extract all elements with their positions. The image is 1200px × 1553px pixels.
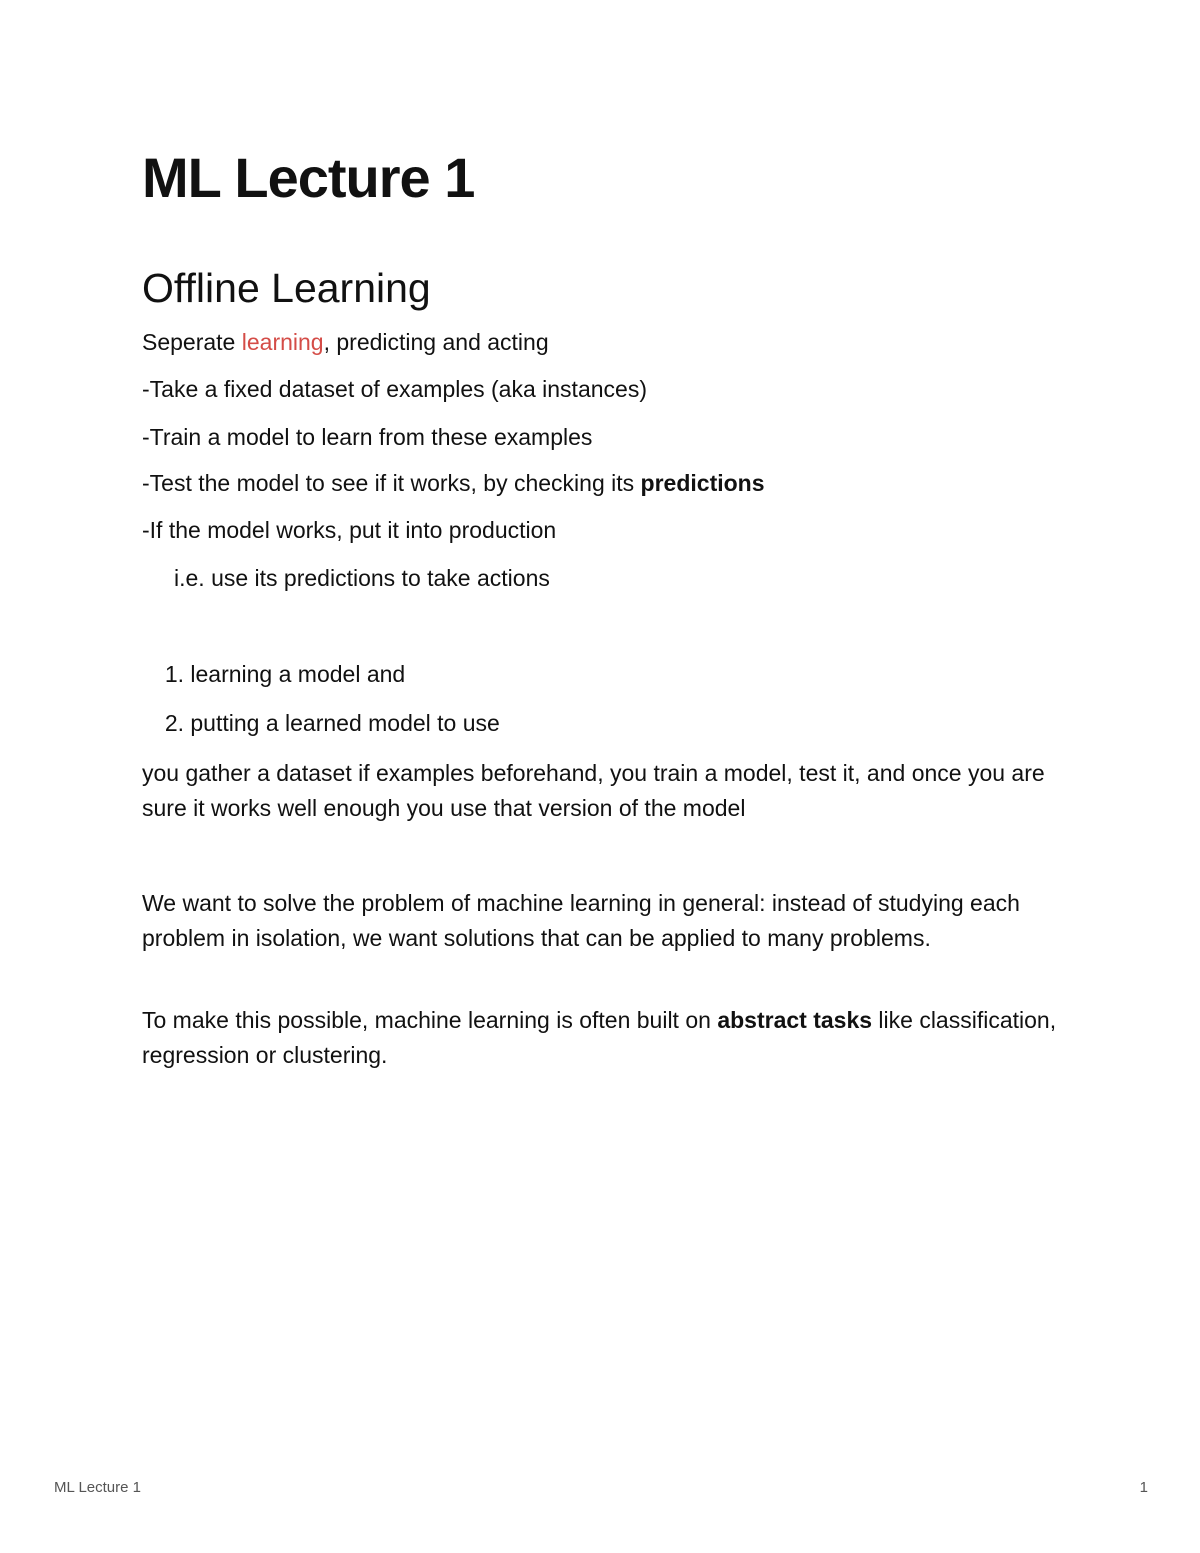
step-sub-line: i.e. use its predictions to take actions — [174, 565, 550, 591]
page-title: ML Lecture 1 — [142, 146, 475, 209]
list-number: 2. — [164, 710, 184, 736]
intro-line — [142, 327, 549, 357]
list-text: learning a model and — [190, 661, 406, 687]
para3-post: like classification, regression or clustering. — [142, 1007, 1057, 1068]
intro-post: , predicting and acting — [323, 329, 549, 355]
step3-text: -Test the model to see if it works, by checking its — [142, 470, 641, 496]
step-line: -Train a model to learn from these examples — [142, 424, 593, 450]
list-text: putting a learned model to use — [190, 710, 500, 736]
intro-pre: Seperate — [142, 329, 242, 355]
paragraph: you gather a dataset if examples beforehand, you train a model, test it, and once you are sure it works well enough you use that version of the model — [142, 760, 1045, 821]
step3-bold: predictions — [640, 470, 765, 496]
list-number: 1. — [164, 661, 184, 687]
para3-text: To make this possible, machine learning is often built on — [142, 1007, 718, 1033]
step-line — [142, 468, 765, 498]
numbered-item — [142, 659, 405, 689]
page-number: 1 — [1139, 1479, 1148, 1496]
numbered-item — [142, 708, 500, 738]
step-line: -If the model works, put it into production — [142, 517, 557, 543]
para3-bold: abstract tasks — [717, 1007, 873, 1033]
step-line: -Take a fixed dataset of examples (aka instances) — [142, 376, 647, 402]
section-heading: Offline Learning — [142, 265, 431, 311]
footer-title: ML Lecture 1 — [54, 1479, 141, 1496]
paragraph: We want to solve the problem of machine learning in general: instead of studying each problem in isolation, we want solutions that can be applied to many problems. — [142, 890, 1020, 951]
paragraph — [142, 1003, 1057, 1073]
intro-highlight: learning — [241, 329, 324, 355]
